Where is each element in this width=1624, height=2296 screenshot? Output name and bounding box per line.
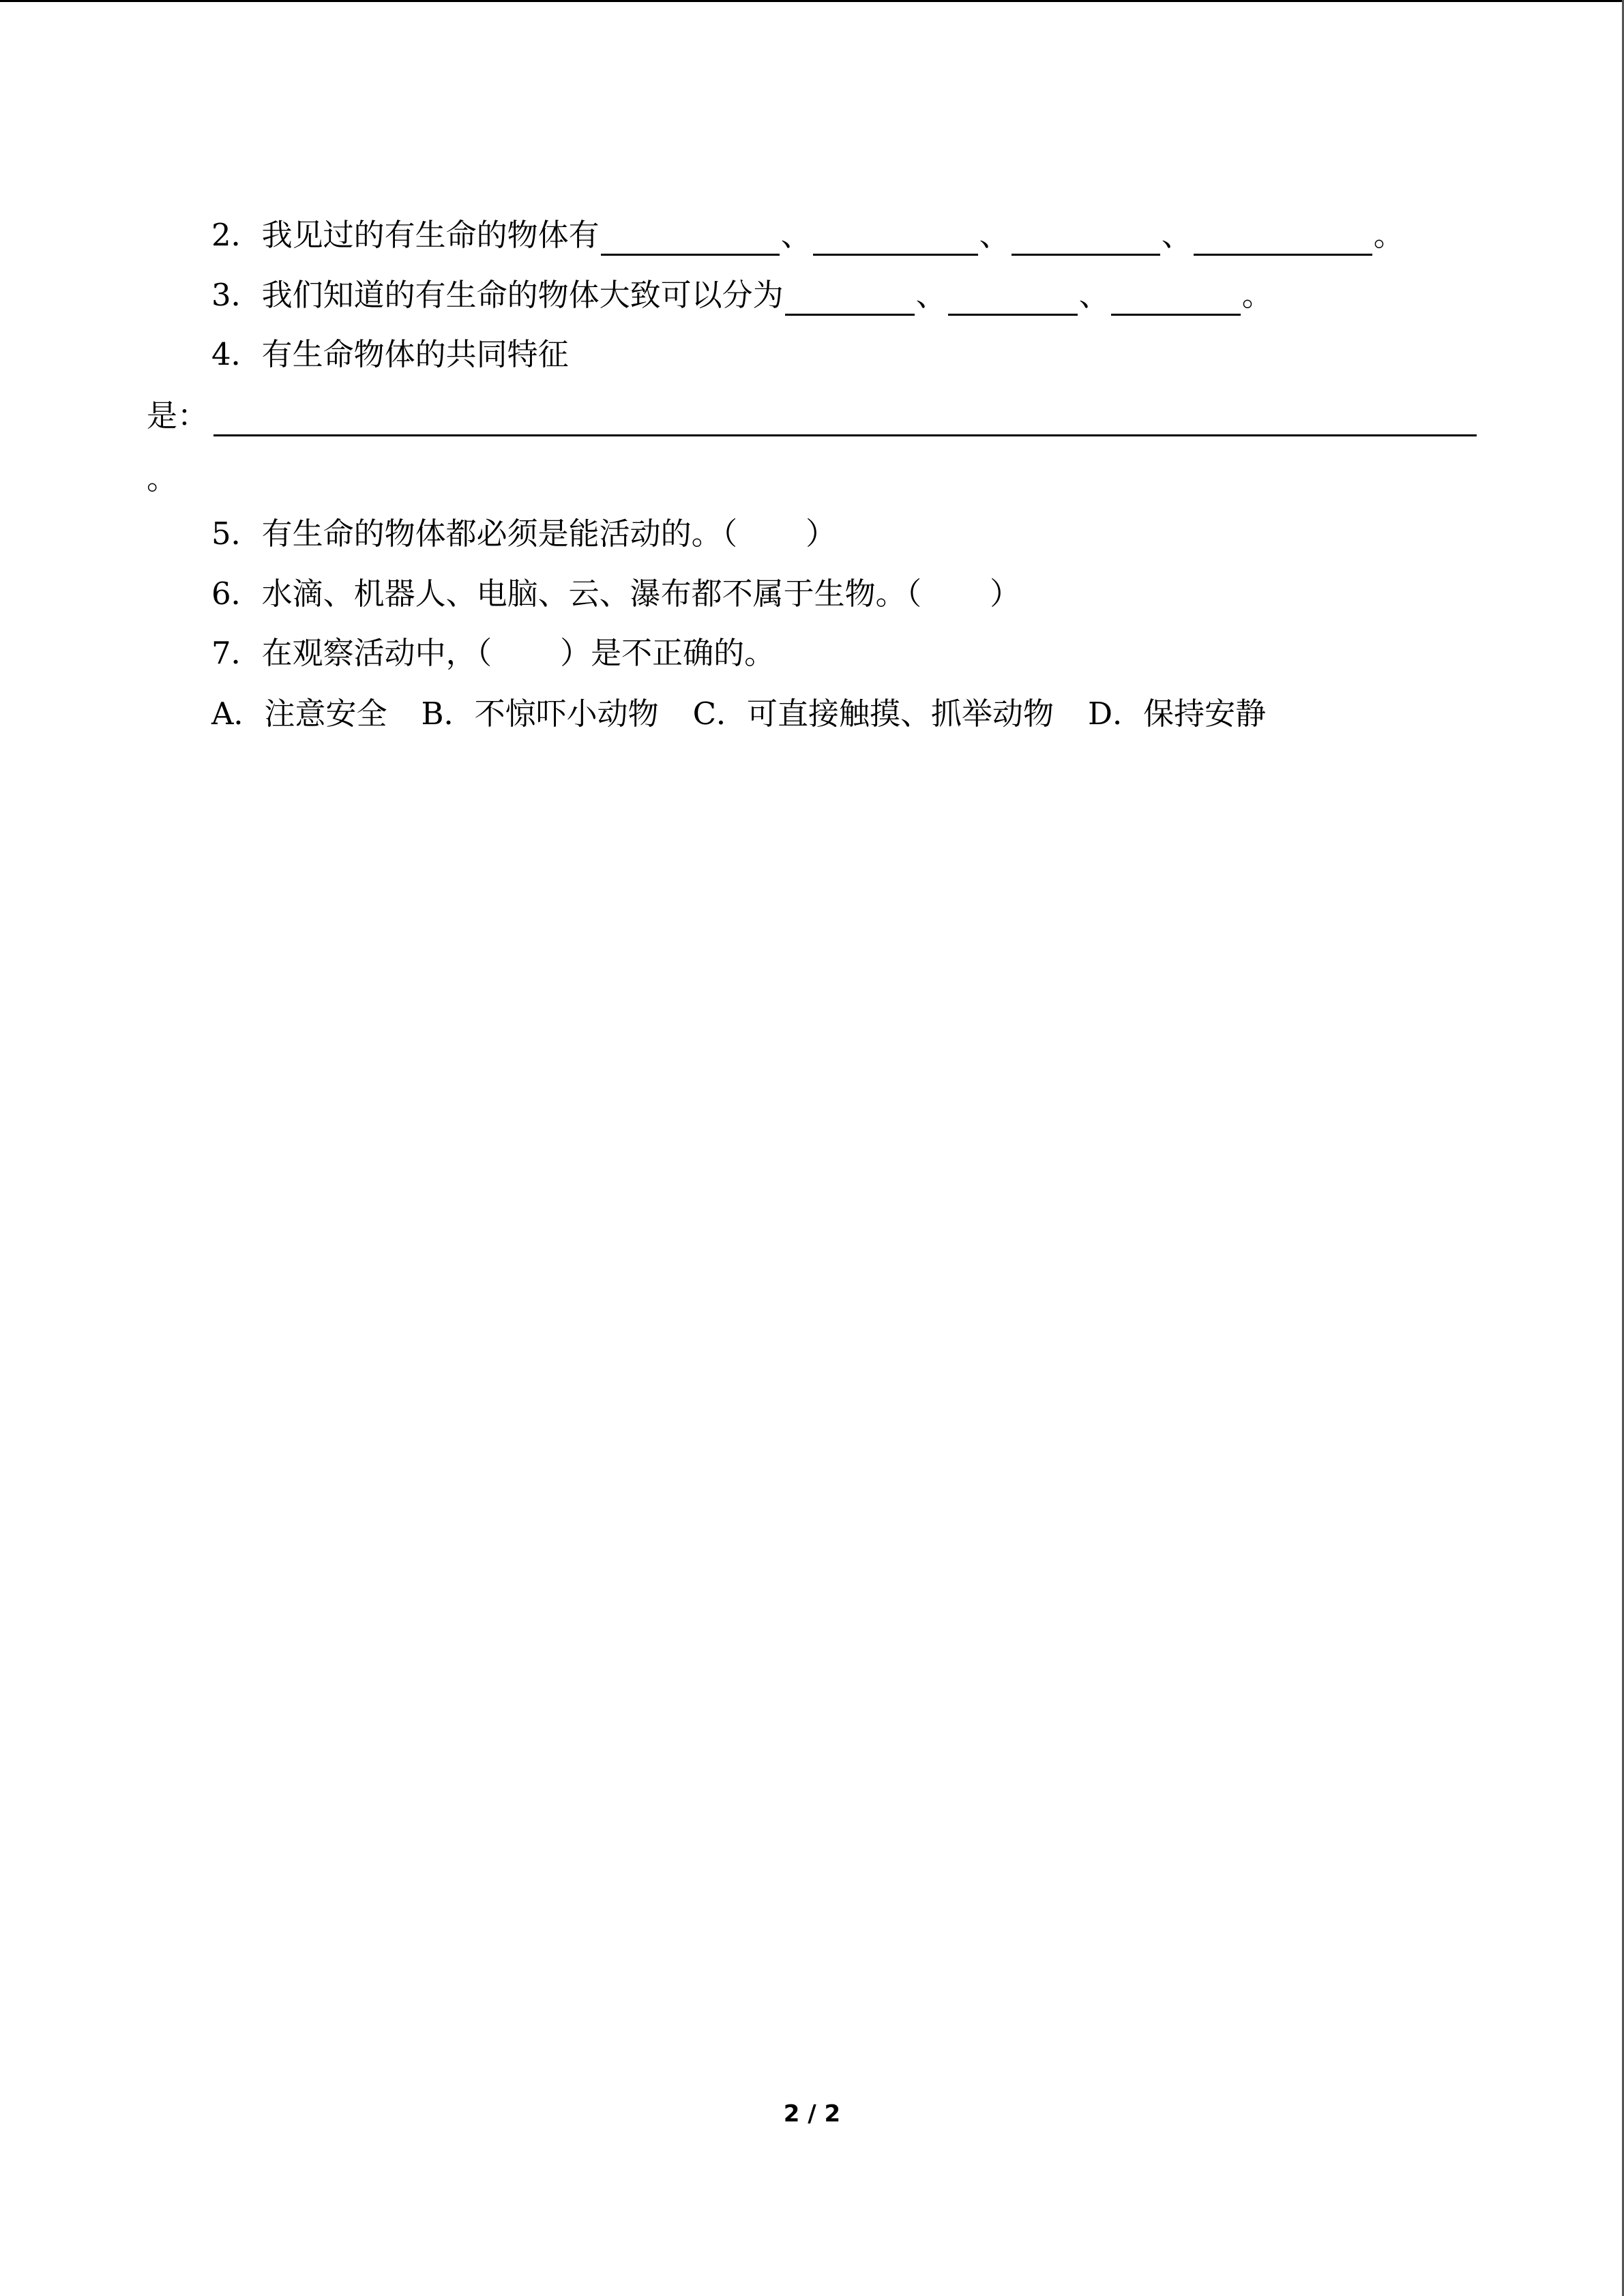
question-2-sep-2: 、 [979, 217, 1010, 253]
question-3-sep-2: 、 [1078, 277, 1110, 313]
question-3-blank-1[interactable] [785, 280, 915, 316]
question-4-end: 。 [147, 460, 178, 496]
question-4 [211, 334, 569, 375]
page-number: 2 / 2 [783, 2100, 841, 2128]
question-3 [211, 275, 1273, 316]
question-7-number: 7． [211, 635, 262, 671]
question-4-number: 4． [211, 336, 262, 372]
question-3-number: 3． [211, 277, 262, 313]
question-4-text: 有生命物体的共同特征 [261, 336, 569, 372]
question-2-blank-4[interactable] [1194, 220, 1372, 256]
question-2 [211, 215, 1404, 256]
question-5-text: 有生命的物体都必须是能活动的。（ [261, 516, 738, 552]
question-7 [211, 633, 775, 674]
question-6 [211, 573, 1020, 614]
question-6-close: ） [990, 576, 1021, 612]
question-5-close: ） [806, 516, 837, 552]
question-2-sep-3: 、 [1161, 217, 1192, 253]
question-7-option-b: B．不惊吓小动物 [421, 696, 659, 732]
question-5-number: 5． [211, 516, 262, 552]
question-2-blank-2[interactable] [813, 220, 978, 256]
question-3-sep-1: 、 [915, 277, 947, 313]
question-2-sep-1: 、 [780, 217, 812, 253]
question-7-options [211, 694, 1266, 734]
question-6-text: 水滴、机器人、电脑、云、瀑布都不属于生物。（ [261, 576, 922, 612]
question-3-blank-3[interactable] [1111, 280, 1241, 316]
question-3-end: 。 [1241, 277, 1273, 313]
question-4-continuation [147, 396, 1478, 436]
question-7-option-a: A．注意安全 [211, 696, 387, 732]
question-7-option-c: C．可直接触摸、抓举动物 [692, 696, 1054, 732]
question-7-text-before: 在观察活动中，（ [261, 635, 492, 671]
question-5 [211, 513, 836, 554]
question-2-blank-3[interactable] [1012, 220, 1160, 256]
question-4-ending [147, 458, 177, 499]
question-4-prefix: 是： [147, 398, 209, 434]
question-2-end: 。 [1373, 217, 1404, 253]
question-3-blank-2[interactable] [948, 280, 1078, 316]
question-2-blank-1[interactable] [601, 220, 780, 256]
question-6-number: 6． [211, 576, 262, 612]
question-7-option-d: D．保持安静 [1088, 696, 1267, 732]
question-7-text-after: ）是不正确的。 [560, 635, 776, 671]
question-2-number: 2． [211, 217, 262, 253]
question-4-answer-blank[interactable] [213, 400, 1477, 436]
question-3-text: 我们知道的有生命的物体大致可以分为 [261, 277, 784, 313]
question-2-text: 我见过的有生命的物体有 [261, 217, 600, 253]
